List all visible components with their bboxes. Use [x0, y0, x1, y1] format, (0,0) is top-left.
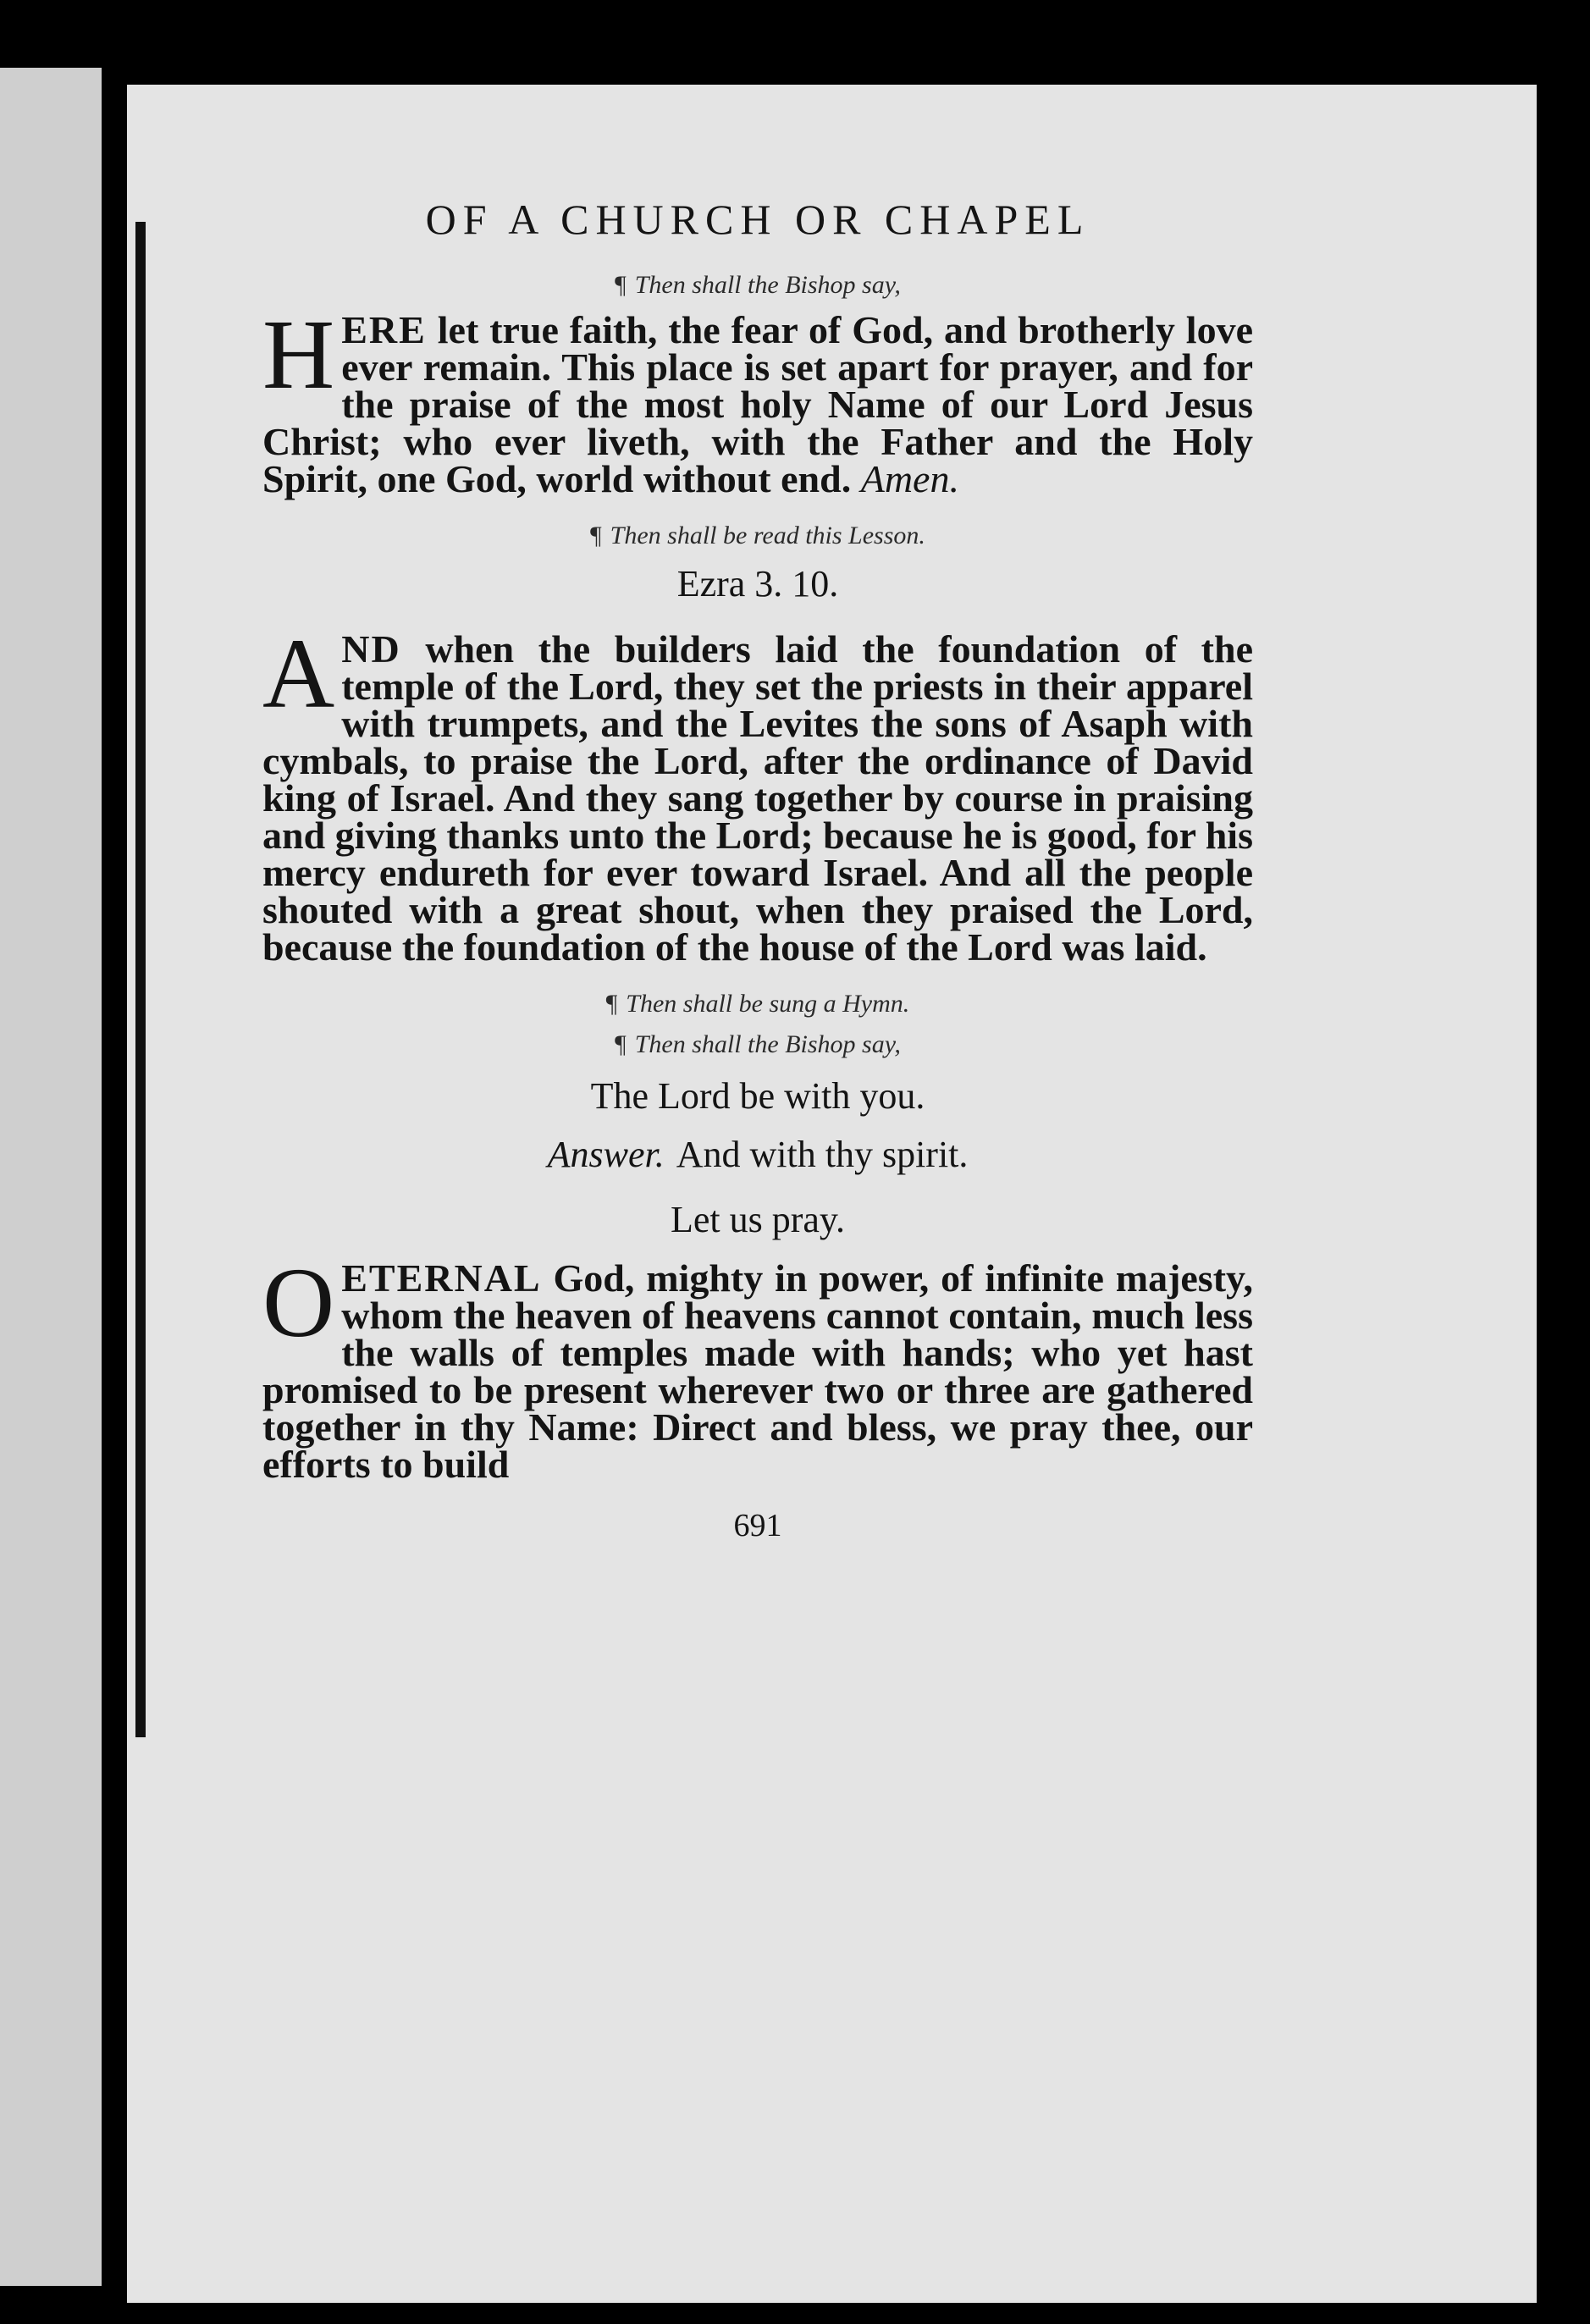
rubric-lesson [262, 522, 1253, 550]
paragraph-text: let true faith, the fear of God, and brotherly love ever remain. This place is set apart for prayer, and for the praise of the most holy Name of our Lord Jesus Christ; who ever liveth, with the Father and the Holy Spirit, one God, world without end. [262, 308, 1253, 500]
response-text: And with thy spirit. [676, 1134, 969, 1175]
pilcrow-icon: ¶ [615, 1030, 627, 1058]
lesson-paragraph [262, 618, 1253, 969]
page-number: 691 [733, 1508, 782, 1543]
rubric-bishop-say [262, 271, 1253, 300]
pilcrow-icon: ¶ [615, 271, 627, 299]
rubric-text: Then shall the Bishop say, [634, 1030, 901, 1058]
lead-word: ND [341, 627, 401, 671]
rubric-text: Then shall the Bishop say, [634, 271, 901, 299]
rubric-bishop-say-2 [262, 1030, 1253, 1059]
rubric-hymn [262, 990, 1253, 1018]
lesson-reference: Ezra 3. 10. [676, 563, 839, 604]
page-content [262, 195, 1253, 1544]
page-title: OF A CHURCH OR CHAPEL [425, 196, 1090, 243]
pilcrow-icon: ¶ [590, 522, 602, 549]
facing-page-edge [0, 68, 102, 2286]
margin-rule [135, 222, 146, 1737]
lead-word: ETERNAL [341, 1256, 542, 1300]
drop-cap: H [262, 299, 335, 410]
prayer-paragraph-1 [262, 299, 1253, 500]
paragraph-text: God, mighty in power, of infinite majesty, whom the heaven of heavens cannot contain, much less the walls of temples made with hands; who yet hast promised to be present wherever two or three are gathered together in thy Name: Direct and bless, we pray thee, our efforts to build [262, 1256, 1253, 1486]
response [262, 1133, 1253, 1176]
pilcrow-icon: ¶ [605, 990, 618, 1018]
rubric-text: Then shall be read this Lesson. [610, 522, 925, 549]
lead-word: ERE [341, 308, 427, 351]
response-label: Answer. [547, 1134, 665, 1175]
drop-cap: O [262, 1247, 335, 1358]
prayer-paragraph-2 [262, 1247, 1253, 1486]
amen-word: Amen. [860, 457, 959, 500]
paragraph-text: when the builders laid the foundation of the temple of the Lord, they set the priests in their apparel with trumpets, and the Levites the sons of Asaph with cymbals, to praise the Lord, after the ordinance of David king of Israel. And they sang together by course in praising and giving thanks unto the Lord; because he is good, for his mercy endureth for ever toward Israel. And all the people shouted with a great shout, when they praised the Lord, because the foundation of the house of the Lord was laid. [262, 627, 1253, 969]
versicle: The Lord be with you. [590, 1075, 925, 1117]
rubric-text: Then shall be sung a Hymn. [626, 990, 910, 1018]
drop-cap: A [262, 618, 335, 729]
bidding: Let us pray. [670, 1199, 846, 1240]
